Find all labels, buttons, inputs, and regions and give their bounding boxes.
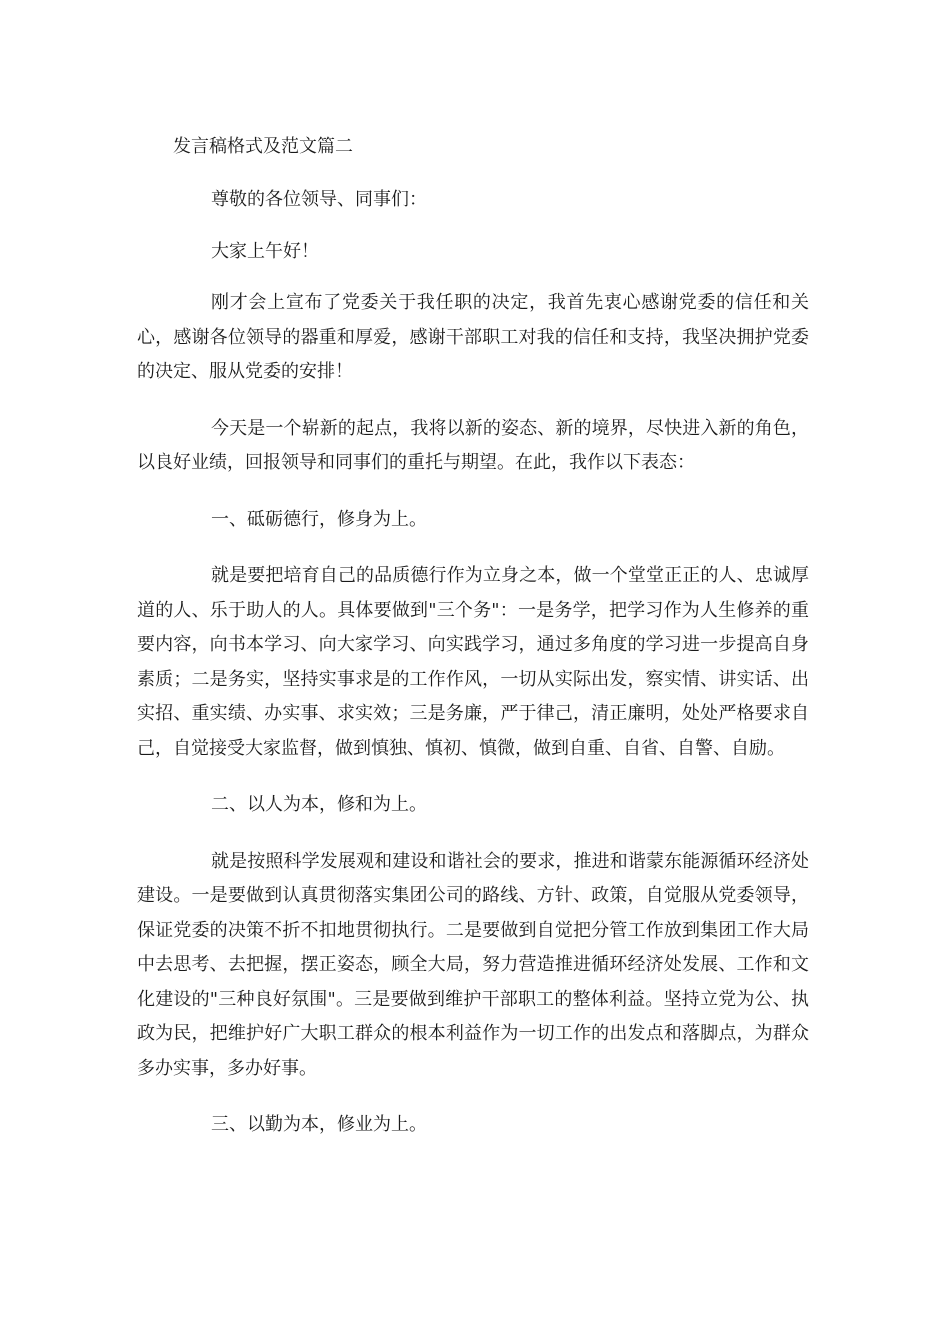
paragraph-new-start: 今天是一个崭新的起点，我将以新的姿态、新的境界，尽快进入新的角色，以良好业绩，回报领导和同事们的重托与期望。在此，我作以下表态： (137, 417, 809, 473)
paragraph-thanks: 刚才会上宣布了党委关于我任职的决定，我首先衷心感谢党委的信任和关心，感谢各位领导的器重和厚爱，感谢干部职工对我的信任和支持，我坚决拥护党委的决定、服从党委的安排！ (137, 292, 809, 382)
paragraph-section-2: 就是按照科学发展观和建设和谐社会的要求，推进和谐蒙东能源循环经济处建设。一是要做到认真贯彻落实集团公司的路线、方针、政策，自觉服从党委领导，保证党委的决策不折不扣地贯彻执行。二是要做到自觉把分管工作放到集团工作大局中去思考、去把握，摆正姿态，顾全大局，努力营造推进循环经济处发展、工作和文化建设的"三种良好氛围"。三是要做到维护干部职工的整体利益。坚持立党为公、执政为民，把维护好广大职工群众的根本利益作为一切工作的出发点和落脚点，为群众多办实事，多办好事。 (137, 850, 809, 1079)
greeting: 大家上午好！ (211, 240, 319, 262)
document-title: 发言稿格式及范文篇二 (173, 136, 353, 157)
section-heading-1: 一、砥砺德行，修身为上。 (211, 508, 427, 530)
section-heading-3: 三、以勤为本，修业为上。 (211, 1114, 427, 1135)
paragraph-section-1: 就是要把培育自己的品质德行作为立身之本，做一个堂堂正正的人、忠诚厚道的人、乐于助人的人。具体要做到"三个务"：一是务学，把学习作为人生修养的重要内容，向书本学习、向大家学习、向实践学习，通过多角度的学习进一步提高自身素质；二是务实，坚持实事求是的工作作风，一切从实际出发，察实情、讲实话、出实招、重实绩、办实事、求实效；三是务廉，严于律己，清正廉明，处处严格要求自己，自觉接受大家监督，做到慎独、慎初、慎微，做到自重、自省、自警、自励。 (137, 565, 809, 759)
document-body (137, 128, 809, 1143)
salutation: 尊敬的各位领导、同事们： (211, 189, 427, 210)
section-heading-2: 二、以人为本，修和为上。 (211, 794, 427, 815)
